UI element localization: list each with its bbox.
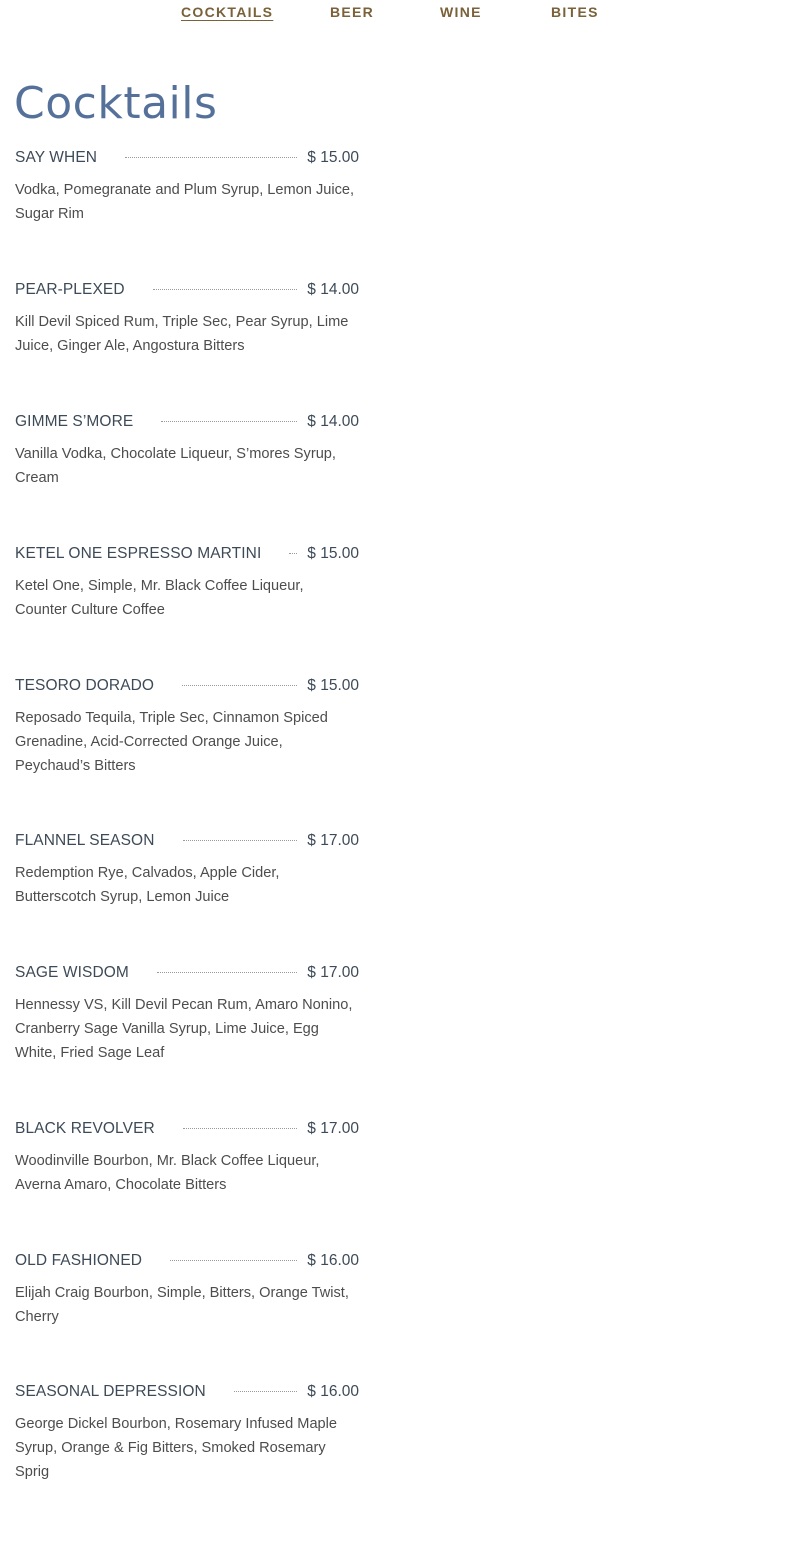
dotted-leader	[170, 1260, 297, 1261]
menu-item-price: $ 16.00	[307, 1252, 359, 1269]
menu-item-description: Woodinville Bourbon, Mr. Black Coffee Liqueur, Averna Amaro, Chocolate Bitters	[15, 1153, 320, 1194]
menu-item	[15, 1381, 359, 1485]
menu-item	[15, 1250, 359, 1329]
nav-tab-bites[interactable]: BITES	[551, 4, 599, 20]
menu-item-name: KETEL ONE ESPRESSO MARTINI	[15, 545, 262, 562]
category-nav	[0, 0, 785, 30]
menu-item-name: OLD FASHIONED	[15, 1252, 143, 1269]
dotted-leader	[182, 685, 297, 686]
menu-item	[15, 962, 359, 1066]
menu-item-price: $ 15.00	[307, 149, 359, 166]
menu-item	[15, 543, 359, 622]
menu-item-name: TESORO DORADO	[15, 677, 155, 694]
nav-tab-cocktails[interactable]: COCKTAILS	[181, 4, 274, 20]
dotted-leader	[234, 1391, 297, 1392]
dotted-leader	[183, 840, 298, 841]
menu-item	[15, 1118, 359, 1197]
menu-item-description: Vanilla Vodka, Chocolate Liqueur, S’mores Syrup, Cream	[15, 446, 336, 487]
menu-item	[15, 279, 359, 358]
menu-item-name: SAY WHEN	[15, 149, 98, 166]
menu-item-description: Hennessy VS, Kill Devil Pecan Rum, Amaro Nonino, Cranberry Sage Vanilla Syrup, Lime Juice, Egg White, Fried Sage Leaf	[15, 997, 353, 1062]
menu-item-description: Ketel One, Simple, Mr. Black Coffee Liqueur, Counter Culture Coffee	[15, 578, 304, 619]
nav-tab-wine[interactable]: WINE	[440, 4, 482, 20]
menu-item	[15, 147, 359, 226]
menu-item-name: PEAR-PLEXED	[15, 281, 125, 298]
menu-item-price: $ 15.00	[307, 545, 359, 562]
menu-item	[15, 675, 359, 779]
dotted-leader	[289, 553, 297, 554]
menu-item-price: $ 15.00	[307, 677, 359, 694]
page-title: Cocktails	[14, 78, 218, 129]
menu-item-price: $ 14.00	[307, 413, 359, 430]
dotted-leader	[125, 157, 297, 158]
nav-tab-beer[interactable]: BEER	[330, 4, 375, 20]
menu-item-price: $ 17.00	[307, 964, 359, 981]
menu-item-name: GIMME S’MORE	[15, 413, 134, 430]
menu-item-name: SEASONAL DEPRESSION	[15, 1383, 206, 1400]
menu-item-description: Redemption Rye, Calvados, Apple Cider, Butterscotch Syrup, Lemon Juice	[15, 865, 280, 906]
menu-item	[15, 830, 359, 909]
menu-item-price: $ 14.00	[307, 281, 359, 298]
menu-item-description: George Dickel Bourbon, Rosemary Infused Maple Syrup, Orange & Fig Bitters, Smoked Rosemary Sprig	[15, 1416, 338, 1481]
menu-item-description: Elijah Craig Bourbon, Simple, Bitters, Orange Twist, Cherry	[15, 1285, 349, 1326]
dotted-leader	[161, 421, 297, 422]
menu-item-name: SAGE WISDOM	[15, 964, 129, 981]
menu-item-description: Vodka, Pomegranate and Plum Syrup, Lemon Juice, Sugar Rim	[15, 182, 355, 223]
menu-item-name: BLACK REVOLVER	[15, 1120, 155, 1137]
dotted-leader	[153, 289, 298, 290]
menu-item-description: Reposado Tequila, Triple Sec, Cinnamon Spiced Grenadine, Acid-Corrected Orange Juice, Peychaud’s Bitters	[15, 710, 328, 775]
menu-item	[15, 411, 359, 490]
menu-item-name: FLANNEL SEASON	[15, 832, 155, 849]
dotted-leader	[157, 972, 297, 973]
menu-item-price: $ 16.00	[307, 1383, 359, 1400]
menu-item-price: $ 17.00	[307, 832, 359, 849]
menu-item-description: Kill Devil Spiced Rum, Triple Sec, Pear Syrup, Lime Juice, Ginger Ale, Angostura Bitters	[15, 314, 349, 355]
dotted-leader	[183, 1128, 297, 1129]
menu-item-price: $ 17.00	[307, 1120, 359, 1137]
